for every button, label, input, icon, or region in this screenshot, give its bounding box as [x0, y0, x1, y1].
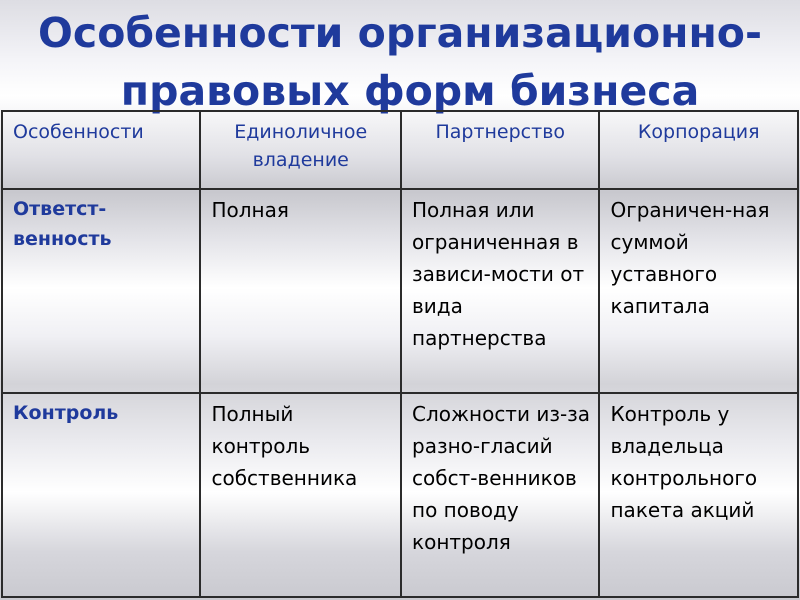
cell-responsibility-partnership: Полная или ограниченная в зависи-мости от вида партнерства: [401, 189, 599, 393]
header-corporation: Корпорация: [599, 111, 798, 189]
row-label-control: Контроль: [2, 393, 200, 597]
cell-control-corporation: Контроль у владельца контрольного пакета акций: [599, 393, 798, 597]
header-partnership: Партнерство: [401, 111, 599, 189]
cell-responsibility-corporation: Ограничен-ная суммой уставного капитала: [599, 189, 798, 393]
header-sole-ownership: Единоличное владение: [200, 111, 401, 189]
slide-title-line-1: Особенности организационно-: [38, 9, 762, 57]
header-features: Особенности: [2, 111, 200, 189]
table-row-responsibility: [2, 189, 798, 393]
row-label-responsibility: Ответст-венность: [2, 189, 200, 393]
business-forms-table: [1, 110, 799, 598]
table-row-control: [2, 393, 798, 597]
cell-control-partnership: Сложности из-за разно-гласий собст-венников по поводу контроля: [401, 393, 599, 597]
cell-control-sole: Полный контроль собственника: [200, 393, 401, 597]
table-header-row: [2, 111, 798, 189]
cell-responsibility-sole: Полная: [200, 189, 401, 393]
slide-title: [0, 4, 800, 120]
slide-title-line-2: правовых форм бизнеса: [120, 67, 700, 115]
